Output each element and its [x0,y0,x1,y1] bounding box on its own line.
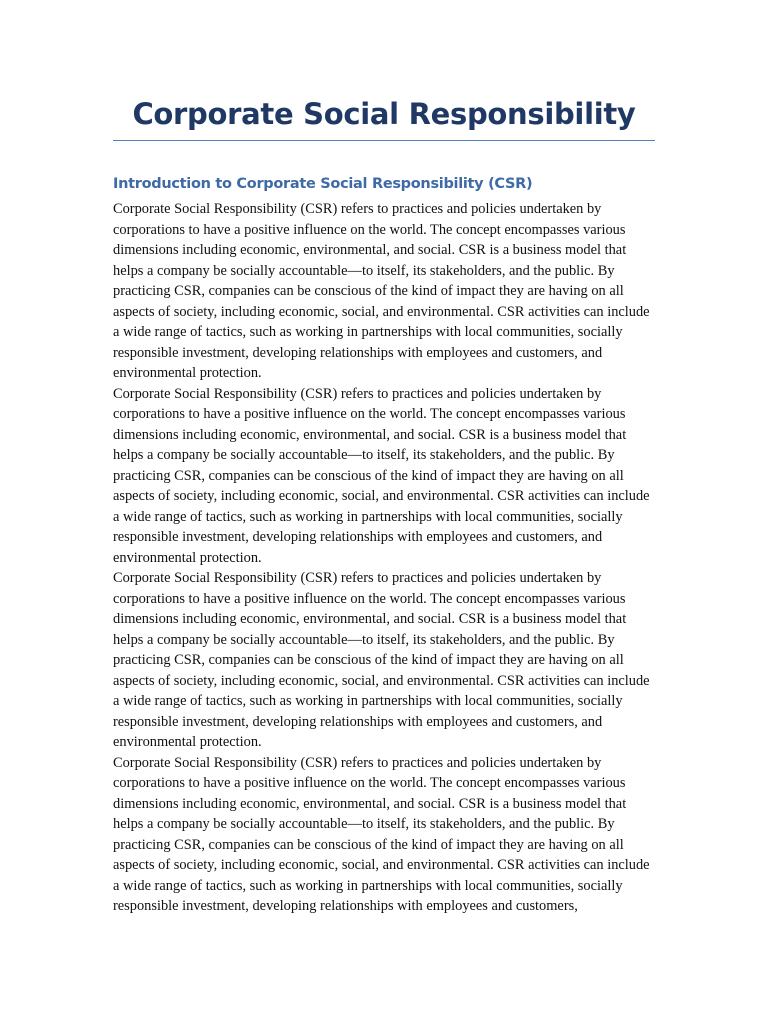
paragraph: Corporate Social Responsibility (CSR) refers to practices and policies undertaken by corporations to have a positive influence on the world. The concept encompasses various dimensions including economic, environmental, and social. CSR is a business model that helps a company be socially accountable—to itself, its stakeholders, and the public. By practicing CSR, companies can be conscious of the kind of impact they are having on all aspects of society, including economic, social, and environmental. CSR activities can include a wide range of tactics, such as working in partnerships with local communities, socially responsible investment, developing relationships with employees and customers, and environmental protection. [113,570,650,750]
section-heading: Introduction to Corporate Social Responsibility (CSR) [113,176,533,192]
document-page [113,94,655,917]
body-text [113,199,655,917]
paragraph: Corporate Social Responsibility (CSR) refers to practices and policies undertaken by corporations to have a positive influence on the world. The concept encompasses various dimensions including economic, environmental, and social. CSR is a business model that helps a company be socially accountable—to itself, its stakeholders, and the public. By practicing CSR, companies can be conscious of the kind of impact they are having on all aspects of society, including economic, social, and environmental. CSR activities can include a wide range of tactics, such as working in partnerships with local communities, socially responsible investment, developing relationships with employees and customers, and environmental protection. [113,385,650,566]
document-title: Corporate Social Responsibility [113,94,655,141]
paragraph: Corporate Social Responsibility (CSR) refers to practices and policies undertaken by corporations to have a positive influence on the world. The concept encompasses various dimensions including economic, environmental, and social. CSR is a business model that helps a company be socially accountable—to itself, its stakeholders, and the public. By practicing CSR, companies can be conscious of the kind of impact they are having on all aspects of society, including economic, social, and environmental. CSR activities can include a wide range of tactics, such as working in partnerships with local communities, socially responsible investment, developing relationships with employees and customers, and environmental protection. [113,201,650,381]
paragraph: Corporate Social Responsibility (CSR) refers to practices and policies undertaken by corporations to have a positive influence on the world. The concept encompasses various dimensions including economic, environmental, and social. CSR is a business model that helps a company be socially accountable—to itself, its stakeholders, and the public. By practicing CSR, companies can be conscious of the kind of impact they are having on all aspects of society, including economic, social, and environmental. CSR activities can include a wide range of tactics, such as working in partnerships with local communities, socially responsible investment, developing relationships with employees and customers, [113,754,650,914]
